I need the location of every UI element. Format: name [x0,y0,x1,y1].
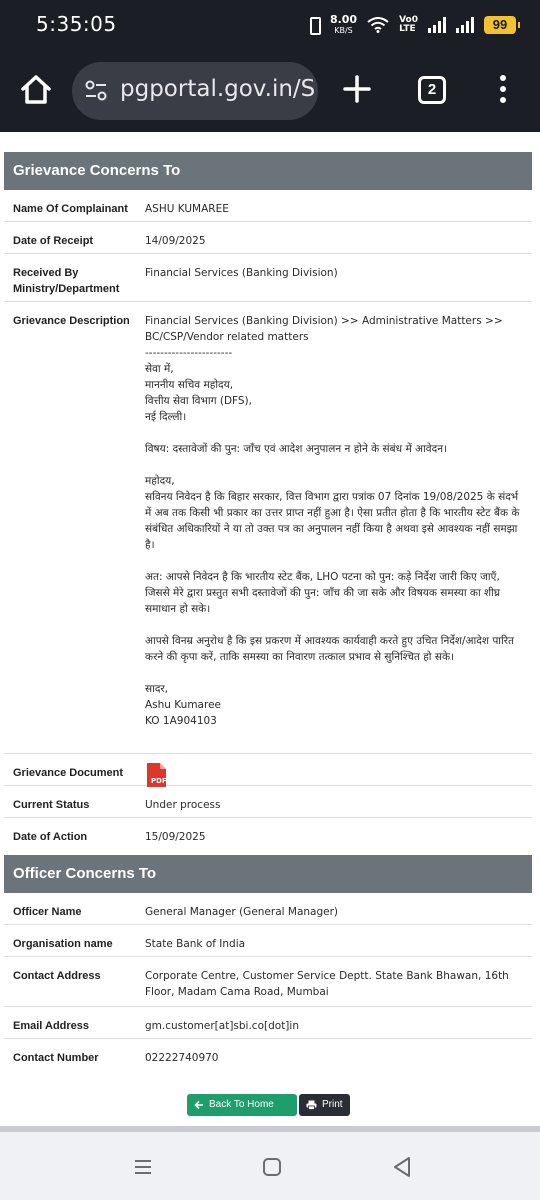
signal-icon-2 [456,17,474,33]
grievance-description: Financial Services (Banking Division) >> Administrative Matters >> BC/CSP/Vendor related matters ----------------------- सेवा में, माननीय सचिव महोदय, वित्तीय सेवा विभाग (DFS), नई दिल्ली। विषय: दस्तावेजों की पुन: जाँच एवं आदेश अनुपालन न होने के संबंध में आवेदन। महोदय, सविनय निवेदन है कि बिहार सरकार, वित्त विभाग द्वारा पत्रांक 07 दिनांक 19/08/2025 के संदर्भ में अब तक किसी भी प्रकार का उत्तर प्राप्त नहीं हुआ है। ऐसा प्रतीत होता है कि भारतीय स्टेट बैंक के संबंधित अधिकारियों ने या तो उक्त पत्र का अनुपालन नहीं किया है अथवा इसे आवश्यक नहीं समझा है। अत: आपसे निवेदन है कि भारतीय स्टेट बैंक, LHO पटना को पुन: कड़े निर्देश जारी किए जाएँ, जिससे मेरे द्वारा प्रस्तुत सभी दस्तावेजों की पुन: जाँच की जा सके और विषयक समस्या का शीघ्र समाधान हो सके। आपसे विनम्र अनुरोध है कि इस प्रकरण में आवश्यक कार्यवाही करते हुए उचित निर्देश/आदेश पारित करने की कृपा करें, ताकि समस्या का निवारण तत्काल प्रभाव से सुनिश्चित हो सके। सादर, Ashu Kumaree KO 1A904103 [145,315,520,727]
status-bar [0,0,540,50]
volte-line2: LTE [399,24,416,34]
table-row [4,957,532,1007]
back-to-home-label: Back To Home [209,1099,274,1110]
table-row [4,754,532,786]
table-row [4,786,532,818]
pdf-label: PDF [151,777,167,785]
nav-back-icon[interactable] [392,1156,412,1178]
network-speed-value: 8.00 [329,12,358,26]
row-label: Organisation name [13,938,113,950]
address-bar[interactable] [72,62,318,120]
row-label: Grievance Document [13,767,124,779]
back-to-home-button[interactable] [187,1094,297,1116]
row-value: 14/09/2025 [145,235,206,247]
row-label: Officer Name [13,906,82,918]
row-label: Current Status [13,799,90,811]
row-value: General Manager (General Manager) [145,906,339,918]
row-value: ASHU KUMAREE [145,203,229,215]
row-value: gm.customer[at]sbi.co[dot]in [145,1020,299,1032]
grievance-section-title: Grievance Concerns To [4,152,532,190]
system-nav-bar [0,1132,540,1200]
status-value: Under process [145,799,221,811]
row-value: 02222740970 [145,1052,219,1064]
print-label: Print [322,1099,343,1110]
volte-line1: Vo0 [399,15,418,25]
pdf-document-icon[interactable] [145,762,169,788]
printer-icon [306,1100,317,1110]
wifi-icon [367,17,389,33]
status-icons [306,12,516,38]
table-row [4,925,532,957]
status-time: 5:35:05 [36,12,117,36]
row-label: Received By Ministry/Department [13,267,120,295]
officer-section-title: Officer Concerns To [4,855,532,893]
row-label: Contact Number [13,1052,99,1064]
row-label: Date of Receipt [13,235,94,247]
row-label: Contact Address [13,970,101,982]
network-speed-unit: KB/S [334,25,353,35]
row-value: Corporate Centre, Customer Service Deptt. State Bank Bhawan, 16th Floor, Madam Cama Road, Mumbai [145,970,509,998]
site-settings-icon[interactable] [84,80,108,102]
row-label: Name Of Complainant [13,203,128,215]
network-speed [329,12,358,36]
table-row [4,190,532,222]
tab-switcher-button[interactable]: 2 [418,76,446,104]
arrow-left-icon [194,1100,204,1110]
table-row [4,222,532,254]
print-button[interactable] [299,1094,350,1116]
url-text[interactable]: pgportal.gov.in/S [120,76,316,102]
signal-icon-1 [428,17,446,33]
vibrate-icon [306,15,320,35]
row-label: Email Address [13,1020,90,1032]
row-label: Date of Action [13,831,88,843]
table-row [4,893,532,925]
table-row [4,818,532,854]
page-content [0,132,540,1126]
table-row [4,254,532,302]
battery-icon: 99 [484,16,516,34]
table-row [4,1007,532,1039]
table-row [4,1039,532,1071]
more-menu-icon[interactable] [496,72,510,106]
new-tab-icon[interactable] [340,72,374,106]
row-value: State Bank of India [145,938,246,950]
row-label: Grievance Description [13,315,130,327]
recent-apps-icon[interactable] [134,1158,152,1176]
row-value: 15/09/2025 [145,831,206,843]
volte-indicator [399,16,418,34]
browser-toolbar [0,50,540,132]
nav-home-icon[interactable] [263,1158,281,1176]
row-value: Financial Services (Banking Division) [145,267,338,279]
table-row [4,302,532,754]
home-icon[interactable] [16,70,56,110]
